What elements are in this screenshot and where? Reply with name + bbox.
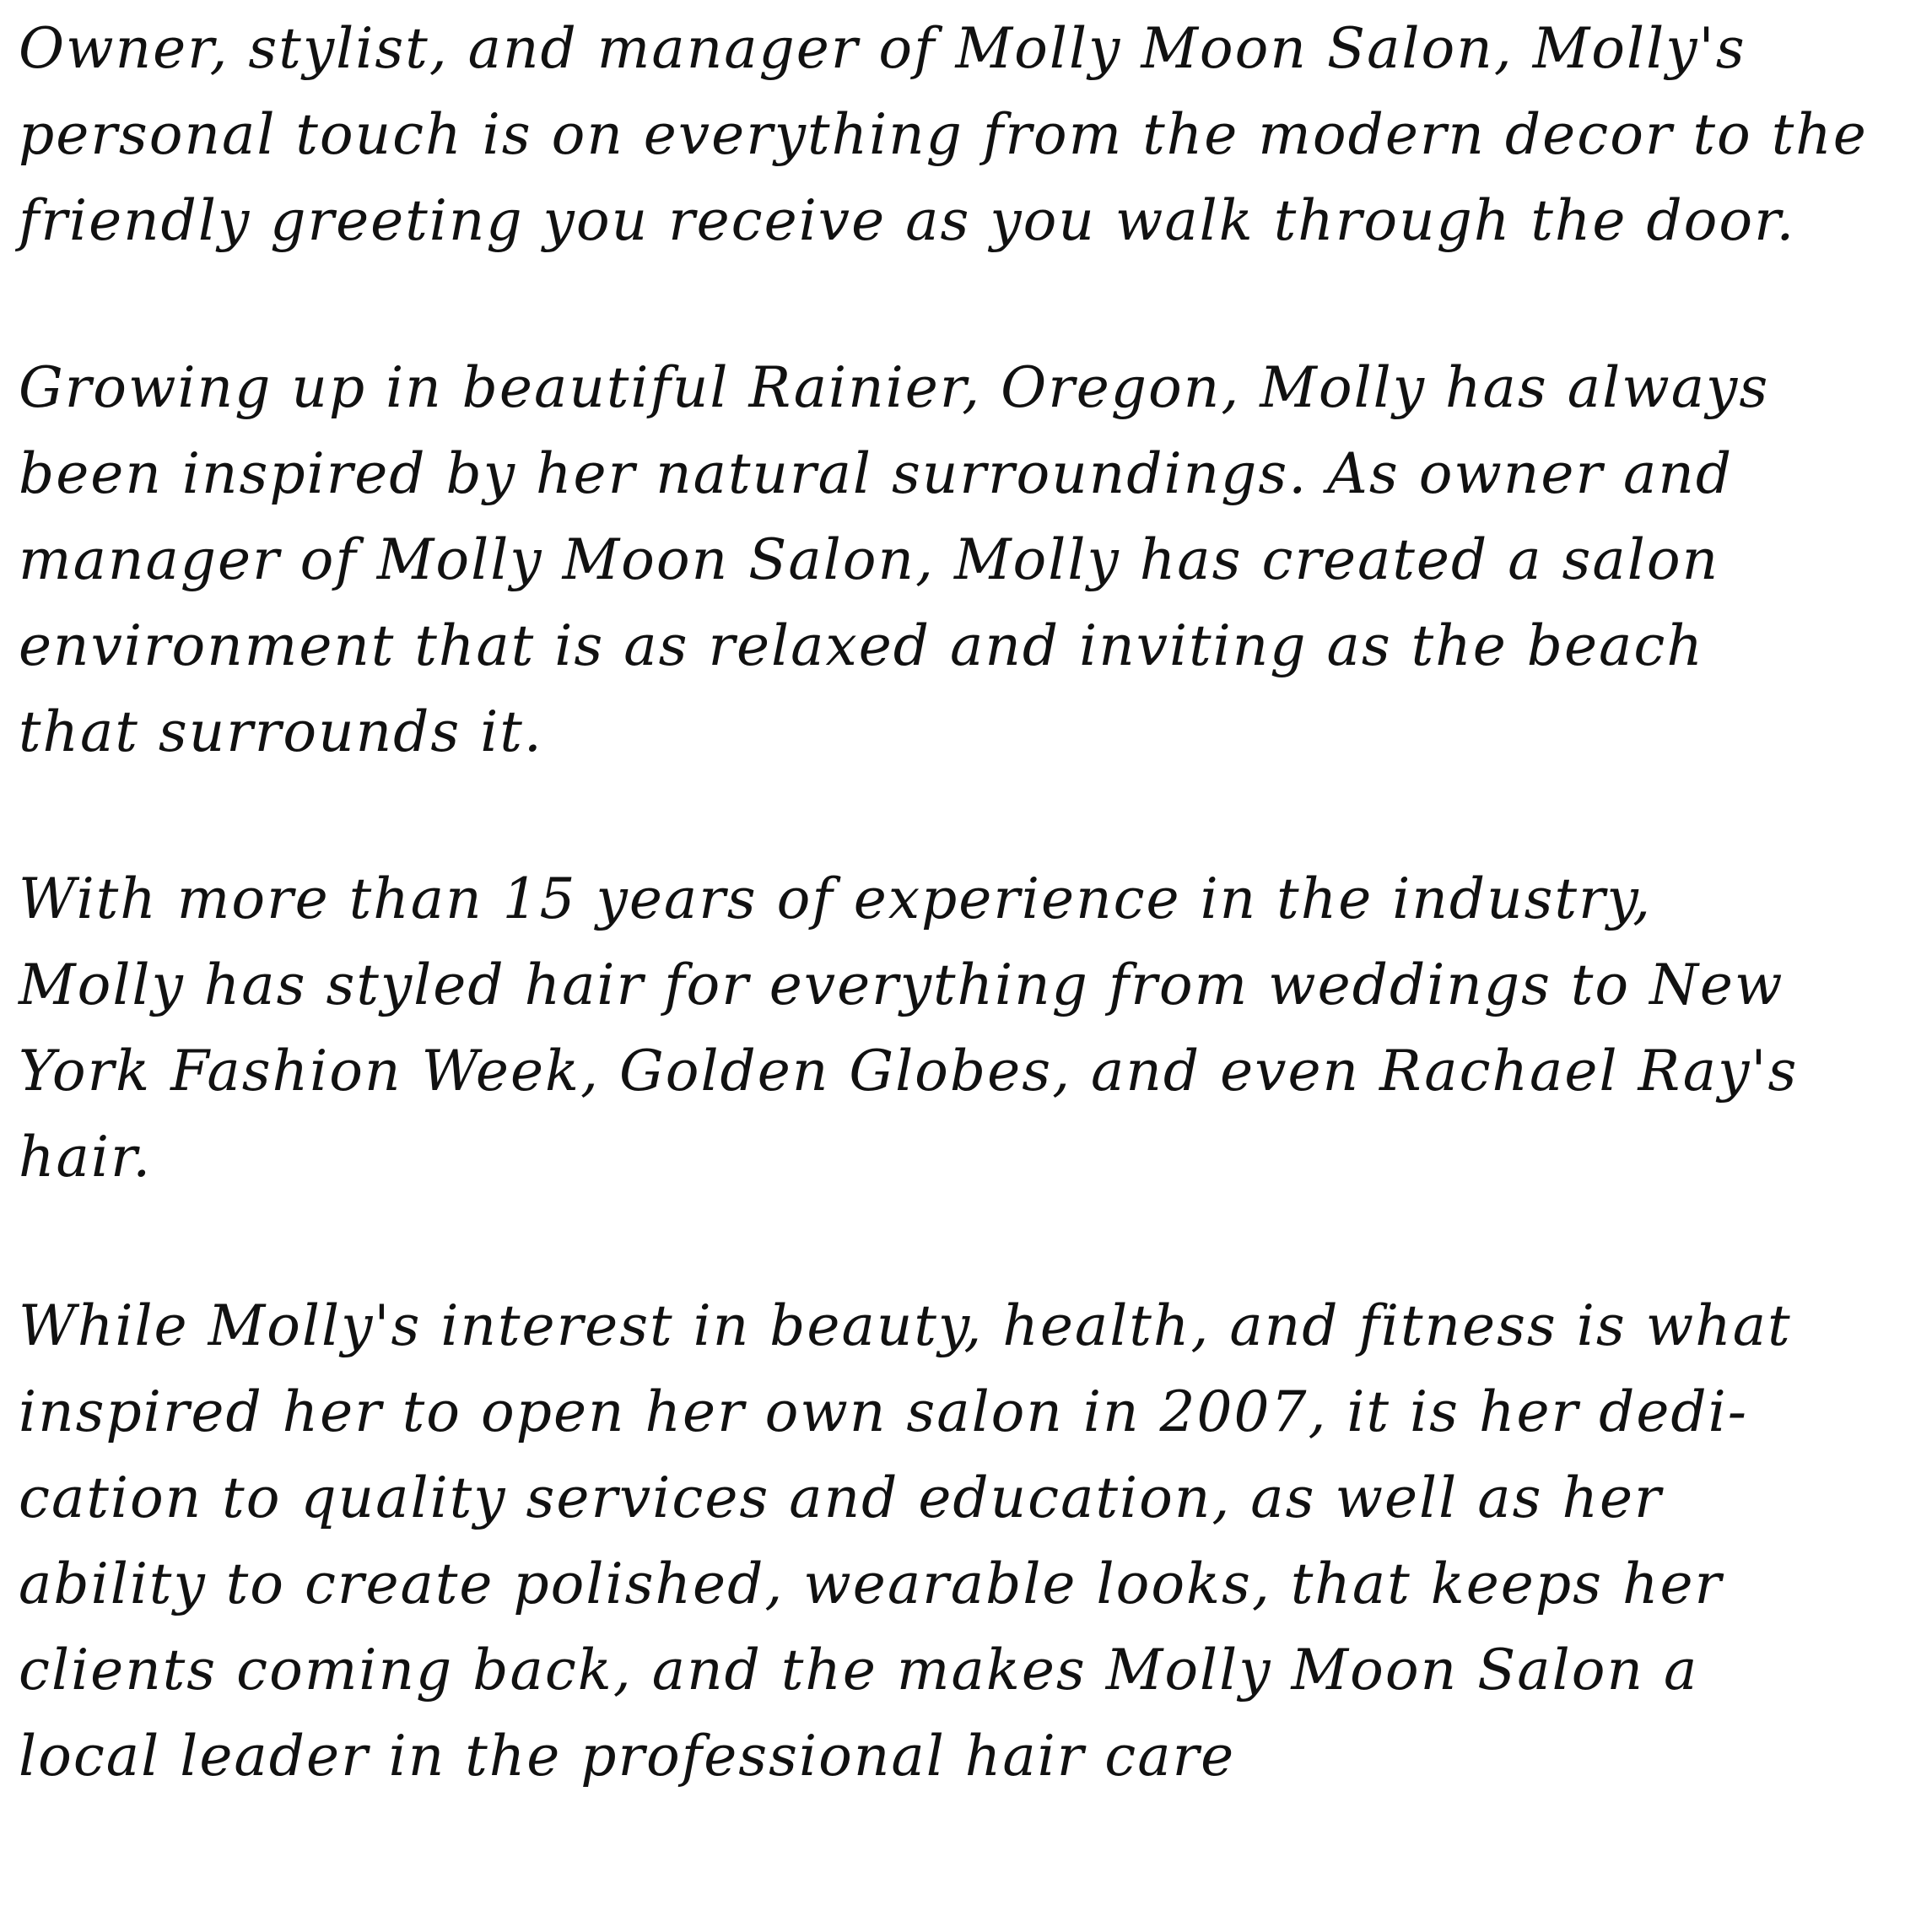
paragraph-1-line-2: personal touch is on everything from the modern decor to the xyxy=(19,102,1868,167)
paragraph-4-line-2: inspired her to open her own salon in 2007, it is her dedi- xyxy=(19,1379,1749,1444)
paragraph-4-line-3: cation to quality services and education, as well as her xyxy=(19,1465,1663,1530)
paragraph-2-line-4: environment that is as relaxed and inviting as the beach xyxy=(19,613,1704,678)
paragraph-4-line-5: clients coming back, and the makes Molly Moon Salon a xyxy=(19,1638,1699,1703)
paragraph-3-line-1: With more than 15 years of experience in the industry, xyxy=(19,866,1653,931)
paragraph-3-line-3: York Fashion Week, Golden Globes, and even Rachael Ray's xyxy=(19,1039,1799,1104)
paragraph-3-line-4: hair. xyxy=(19,1125,153,1190)
paragraph-4-line-6: local leader in the professional hair care xyxy=(19,1724,1236,1789)
paragraph-2-line-1: Growing up in beautiful Rainier, Oregon, Molly has always xyxy=(19,355,1770,420)
paragraph-4-line-4: ability to create polished, wearable looks, that keeps her xyxy=(19,1552,1724,1616)
paragraph-2-line-5: that surrounds it. xyxy=(19,699,543,764)
paragraph-2-line-2: been inspired by her natural surroundings. As owner and xyxy=(19,441,1734,506)
paragraph-3-line-2: Molly has styled hair for everything from weddings to New xyxy=(19,953,1784,1017)
paragraph-1-line-1: Owner, stylist, and manager of Molly Moon Salon, Molly's xyxy=(19,16,1746,81)
paragraph-4-line-1: While Molly's interest in beauty, health, and fitness is what xyxy=(19,1293,1792,1358)
paragraph-1-line-3: friendly greeting you receive as you walk through the door. xyxy=(19,188,1796,253)
paragraph-2-line-3: manager of Molly Moon Salon, Molly has created a salon xyxy=(19,527,1720,592)
